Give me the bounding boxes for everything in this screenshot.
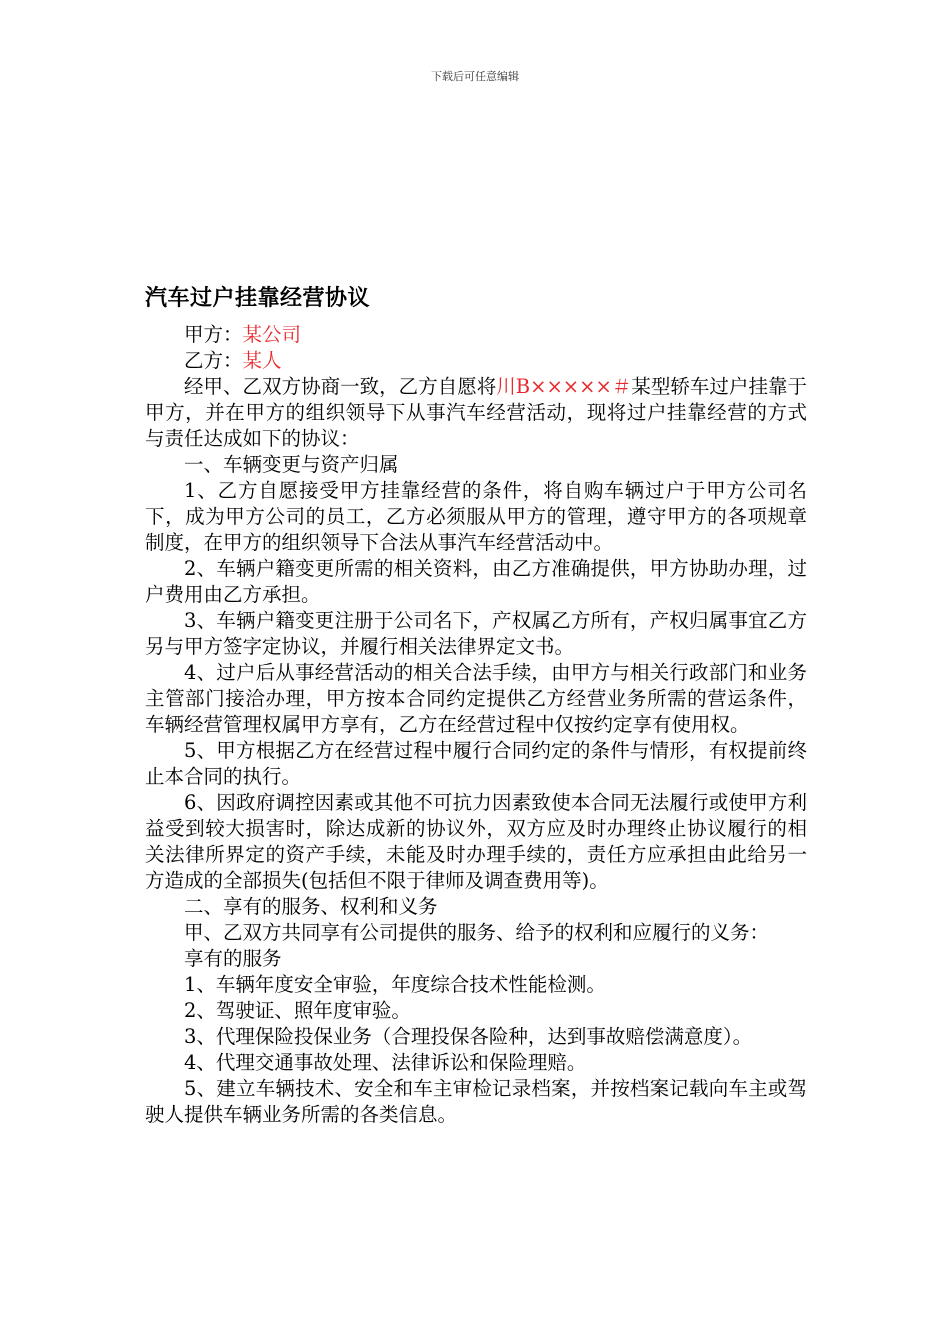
section-1-item-2: 2、车辆户籍变更所需的相关资料，由乙方准确提供，甲方协助办理，过户费用由乙方承担。	[145, 557, 807, 606]
section-1-item-6: 6、因政府调控因素或其他不可抗力因素致使本合同无法履行或使甲方利益受到较大损害时，除达成新的协议外，双方应及时办理终止协议履行的相关法律所界定的资产手续，未能及时办理手续的，责任方应承担由此给另一方造成的全部损失(包括但不限于律师及调查费用等)。	[145, 791, 807, 892]
intro-before: 经甲、乙双方协商一致，乙方自愿将	[184, 375, 497, 398]
party-b-value: 某人	[242, 349, 282, 372]
document-body	[145, 284, 807, 1128]
party-a-label: 甲方：	[184, 323, 243, 346]
party-b-line	[145, 348, 807, 374]
section-2-item-2: 2、驾驶证、照年度审验。	[184, 999, 411, 1022]
section-2-heading: 二、享有的服务、权利和义务	[184, 895, 438, 918]
section-2-item-4: 4、代理交通事故处理、法律诉讼和保险理赔。	[184, 1051, 587, 1074]
party-a-line	[145, 322, 807, 348]
section-2-item-5: 5、建立车辆技术、安全和车主审检记录档案，并按档案记载向车主或驾驶人提供车辆业务所需的各类信息。	[145, 1077, 807, 1126]
intro-after: 某型轿车过户挂靠于甲方，并在甲方的组织领导下从事汽车经营活动，现将过户挂靠经营的方式与责任达成如下的协议：	[145, 375, 807, 450]
plate-number: 川B×××××＃	[496, 375, 632, 398]
section-1-item-4: 4、过户后从事经营活动的相关合法手续，由甲方与相关行政部门和业务主管部门接洽办理，甲方按本合同约定提供乙方经营业务所需的营运条件，车辆经营管理权属甲方享有，乙方在经营过程中仅按约定享有使用权。	[145, 661, 807, 736]
section-1-item-1: 1、乙方自愿接受甲方挂靠经营的条件，将自购车辆过户于甲方公司名下，成为甲方公司的员工，乙方必须服从甲方的管理，遵守甲方的各项规章制度，在甲方的组织领导下合法从事汽车经营活动中。	[145, 479, 807, 554]
intro-paragraph	[145, 374, 807, 452]
section-2-item-1: 1、车辆年度安全审验，年度综合技术性能检测。	[184, 973, 606, 996]
section-2-item-3: 3、代理保险投保业务（合理投保各险种，达到事故赔偿满意度）。	[184, 1025, 753, 1048]
document-title: 汽车过户挂靠经营协议	[145, 286, 371, 311]
section-1-item-5: 5、甲方根据乙方在经营过程中履行合同约定的条件与情形，有权提前终止本合同的执行。	[145, 739, 807, 788]
section-2-intro: 甲、乙双方共同享有公司提供的服务、给予的权利和应履行的义务：	[184, 921, 770, 944]
header-note: 下载后可任意编辑	[431, 70, 519, 83]
section-1-heading: 一、车辆变更与资产归属	[184, 453, 399, 476]
section-1-item-3: 3、车辆户籍变更注册于公司名下，产权属乙方所有，产权归属事宜乙方另与甲方签字定协议，并履行相关法律界定文书。	[145, 609, 807, 658]
party-a-value: 某公司	[242, 323, 302, 346]
party-b-label: 乙方：	[184, 349, 243, 372]
section-2-sub-heading: 享有的服务	[184, 947, 282, 970]
